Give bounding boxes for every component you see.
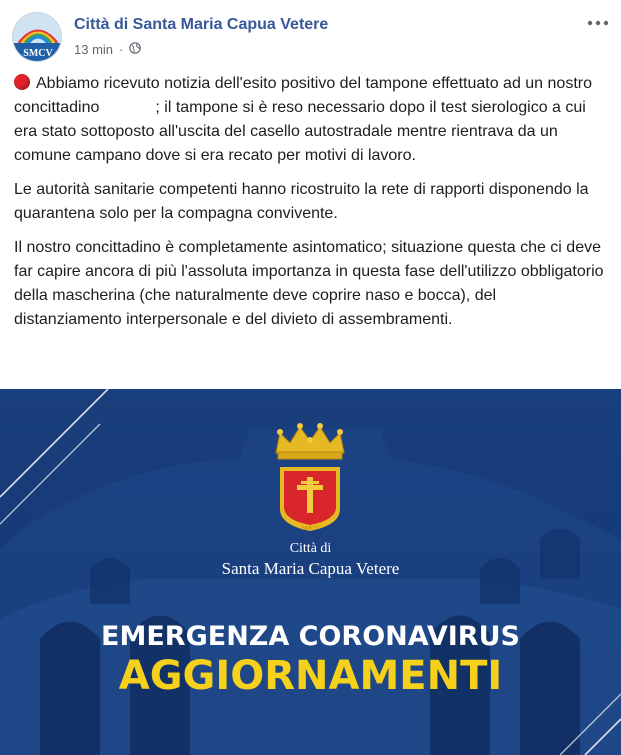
banner-city-name: Santa Maria Capua Vetere bbox=[221, 559, 400, 578]
red-circle-icon bbox=[14, 74, 30, 90]
meta-separator: · bbox=[119, 42, 124, 57]
paragraph-1-part-1: Abbiamo ricevuto notizia dell'esito positivo del tampone effettuato ad un nostro concittadino bbox=[14, 75, 592, 116]
banner-subheadline: AGGIORNAMENTI bbox=[118, 653, 503, 699]
post-timestamp[interactable]: 13 min bbox=[74, 42, 114, 57]
more-options-icon bbox=[587, 20, 609, 26]
paragraph-1-part-2: ; il tampone si è reso necessario dopo il test sierologico a cui era stato sottoposto all'uscita del casello autostradale mentre rientrava da un comune campano dove si era recato per motivi di lavoro. bbox=[14, 99, 586, 164]
post-image-banner[interactable] bbox=[0, 389, 621, 755]
page-name-link[interactable]: Città di Santa Maria Capua Vetere bbox=[74, 16, 329, 33]
city-crest bbox=[270, 419, 350, 559]
post-header bbox=[0, 0, 621, 70]
post-body bbox=[14, 72, 604, 342]
paragraph-3: Il nostro concittadino è completamente asintomatico; situazione questa che ci deve far capire ancora di più l'assoluta importanza in questa fase dell'utilizzo obbligatorio della mascherina (che naturalmente deve coprire naso e bocca), del distanziamento interpersonale e del divieto di assembramenti. bbox=[14, 239, 604, 328]
paragraph-1 bbox=[14, 72, 604, 168]
more-options-button[interactable] bbox=[585, 10, 611, 36]
globe-icon[interactable] bbox=[129, 42, 141, 57]
page-logo-image bbox=[13, 13, 62, 62]
crown-crest-icon bbox=[270, 419, 350, 559]
banner-headline: EMERGENZA CORONAVIRUS bbox=[101, 621, 520, 652]
paragraph-2: Le autorità sanitarie competenti hanno ricostruito la rete di rapporti disponendo la quarantena solo per la compagna convivente. bbox=[14, 181, 589, 222]
post-meta bbox=[74, 42, 141, 57]
page-avatar[interactable] bbox=[12, 12, 62, 62]
crest-letters: SMCV bbox=[301, 526, 319, 532]
banner-city-prefix: Città di bbox=[289, 541, 332, 556]
avatar-label: SMCV bbox=[23, 48, 53, 59]
